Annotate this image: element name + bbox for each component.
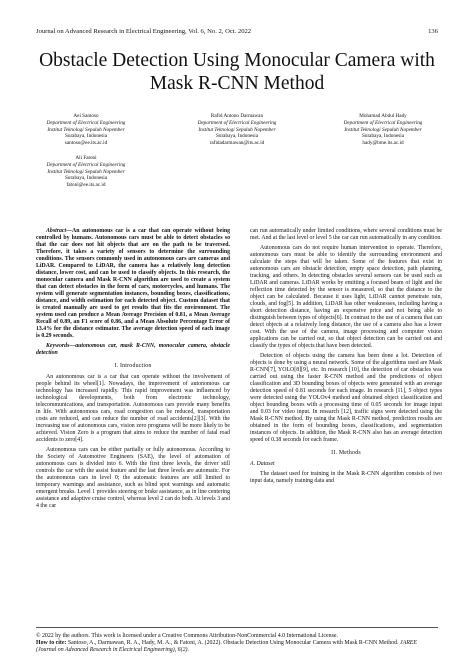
keywords-text: —autonomous car, mask R-CNN, monocular camera, obstacle detection <box>36 343 230 356</box>
author-block <box>36 113 136 147</box>
author-block <box>167 113 307 147</box>
author-department: Department of Electrical Engineering <box>46 161 126 168</box>
author-name: Aei Santoso <box>73 113 99 119</box>
author-institution: Institut Teknologi Sepuluh Nopember <box>47 168 125 175</box>
author-email: rafidadarmawan@its.ac.id <box>209 140 265 147</box>
author-department: Department of Electrical Engineering <box>343 119 423 126</box>
license-notice: © 2022 by the authors. This work is licensed under a Creative Commons Attribution-NonCommercial 4.0 International License. <box>36 633 338 639</box>
author-city: Surabaya, Indonesia <box>64 175 108 182</box>
left-column <box>36 228 230 513</box>
body-paragraph: can run automatically under limited conditions, where several conditions must be met. And at the last level or level 5 the car can run automatically in any condition. <box>250 228 442 241</box>
author-city: Surabaya, Indonesia <box>361 133 405 140</box>
page-number: 136 <box>428 28 438 35</box>
title-line-2: Mask R-CNN Method <box>149 73 325 94</box>
author-email: fatoni@ee.its.ac.id <box>66 182 106 189</box>
citation-text: Santoso, A., Darmawan, R. A., Hady, M. A., & Fatoni, A. (2022). Obstacle Detection Using Monocular Camera with Mask R-CNN Method. <box>66 640 399 646</box>
section-heading-methods: II. Methods <box>331 450 361 456</box>
author-city: Surabaya, Indonesia <box>215 133 259 140</box>
author-institution: Institut Teknologi Sepuluh Nopember <box>344 126 422 133</box>
author-institution: Institut Teknologi Sepuluh Nopember <box>198 126 276 133</box>
body-paragraph: The dataset used for training in the Mask R-CNN algorithm consists of two input data, namely training data and <box>250 471 442 484</box>
subsection-heading-dataset: A. Dataset <box>250 461 275 467</box>
paper-title <box>24 49 450 95</box>
body-paragraph: Autonomous cars can be either partially or fully autonomous. According to the Society of Automotive Engineers (SAE), the level of automation of autonomous cars is divided into 6. With the first three levels, the driver still controls the car with the assist feature and the last three levels are automatic. For the autonomous cars in level 0; the automatic features are still limited to temporary warnings and assistance, such as blind spot warnings and automatic emergent breaks. Level 1 provides steering or brake assistance, as in line centering assistance and adaptive cruise control, whereas level 2 can do both. At levels 3 and 4 the car <box>36 447 230 509</box>
abstract-label: Abstract <box>46 228 67 234</box>
keywords <box>36 343 230 357</box>
right-column <box>250 228 442 488</box>
journal-name: Journal on Advanced Research in Electrical Engineering, Vol. 6, No. 2, Oct. 2022 <box>36 28 252 35</box>
author-block <box>318 113 448 147</box>
title-line-1: Obstacle Detection Using Monocular Camera with <box>39 50 435 71</box>
author-name: Ali Fatoni <box>75 155 97 161</box>
citation <box>36 640 438 654</box>
author-email: hady@bme.its.ac.id <box>362 140 404 147</box>
author-department: Department of Electrical Engineering <box>197 119 277 126</box>
section-heading-introduction: I. Introduction <box>114 363 152 369</box>
keywords-label: Keywords <box>46 343 70 349</box>
author-email: santoso@ee.its.ac.id <box>64 140 108 147</box>
body-paragraph: Detection of objects using the camera has been done a lot. Detection of objects is done by using a neural network. Some of the algorithms used are Mask R-CNN[7], YOLO[8][9], etc. In research [10], the detection of car obstacles was carried out using the faster R-CNN method and the predictions of object classification and 3D bounding boxes of objects were generated with an average detection speed of 0.81 seconds for each image. In research [11], 5 object types were detected using the YOLOv4 method and obtained object classification and object bounding boxes with a processing time of 0.05 seconds for image input and 0.03 for video input. In research [12], traffic signs were detected using the Mask R-CNN method. By using the Mask R-CNN method, prediction results are obtained in the form of bounding boxes, classifications, and segmentation instances of objects. In addition, the Mask R-CNN also has an average detection speed of 0.38 seconds for each frame. <box>250 353 442 443</box>
author-name: Rafid Antono Darmawan <box>210 113 264 119</box>
citation-journal: JAREE (Journal on Advanced Research in Electrical Engineering), 6(2). <box>36 640 417 653</box>
citation-label: How to cite: <box>36 640 67 646</box>
body-paragraph: Autonomous cars do not require human intervention to operate. Therefore, autonomous cars must be able to identify the surrounding environment and calculate the steps that will be taken. Some of the features that exist in autonomous cars are obstacle detection, empty space detection, path planning, tracking, and others. In detecting obstacles several sensors can be used such as LiDAR and cameras. LiDAR works by emitting a focused beam of light and the reflection time detected by the sensor is measured, so that the distance to the object can be calculated. Because it uses light, LiDAR cannot penetrate rain, clouds, and fog[5]. In addition, LiDAR has other weaknesses, including having a short detection distance, having an expensive price and not being able to distinguish between types of objects[6]. In contrast to the use of a camera that can detect objects at a relatively long distance, the use of a camera also has a lower cost. With the use of the camera, image processing and computer vision applications can be carried out, so that object detection can be carried out and classify the types of objects that have been detected. <box>250 245 442 349</box>
author-name: Mohamad Abdul Hady <box>359 113 407 119</box>
body-paragraph: An autonomous car is a car that can operate without the involvement of people behind its wheel[1]. Nowadays, the improvement of autonomous car technology has increased rapidly. This rapid improvement was influenced by technological developments, both from electronic technology, telecommunications, and transportation. Autonomous cars provide many benefits in life. With autonomous cars, road congestion can be reduced, transportation costs are reduced, and can reduce the number of road accidents[2][3]. With the increasing use of autonomous cars, vision zero programs will be more likely to be achieved. Vision Zero is a program that aims to reduce the number of fatal road accidents to zero[4]. <box>36 374 230 443</box>
abstract-text: —An autonomous car is a car that can operate without being controlled by humans. Autonomous cars must be able to detect obstacles so that the car does not hit objects that are on the path to be traversed. Therefore, it takes a variety of sensors to determine the surrounding conditions. The sensors commonly used in autonomous cars are cameras and LiDAR. Compared to LiDAR, the camera has a relatively long detection distance, lower cost, and can be used to classify objects. In this research, the monocular camera and Mask R-CNN algorithm are used to create a system that can detect obstacles in the form of cars, motorcycles, and humans. The system will generate segmentation instances, bounding boxes, classifications, distance, and width estimation for each detected object. Custom dataset that is created manually are used to get results that fits the environment. The system used can produce a Mean Average Precision of 0.81, a Mean Average Recall of 0.89, an F1 score of 0.86, and a Mean Absolute Percentage Error of 13.4% for the distance estimator. The average detection speed of each image is 0.29 seconds. <box>36 228 230 339</box>
author-city: Surabaya, Indonesia <box>64 133 108 140</box>
author-institution: Institut Teknologi Sepuluh Nopember <box>47 126 125 133</box>
page-footer <box>36 627 438 654</box>
running-header <box>36 28 438 35</box>
author-block <box>36 155 136 189</box>
abstract <box>36 228 230 340</box>
author-department: Department of Electrical Engineering <box>46 119 126 126</box>
